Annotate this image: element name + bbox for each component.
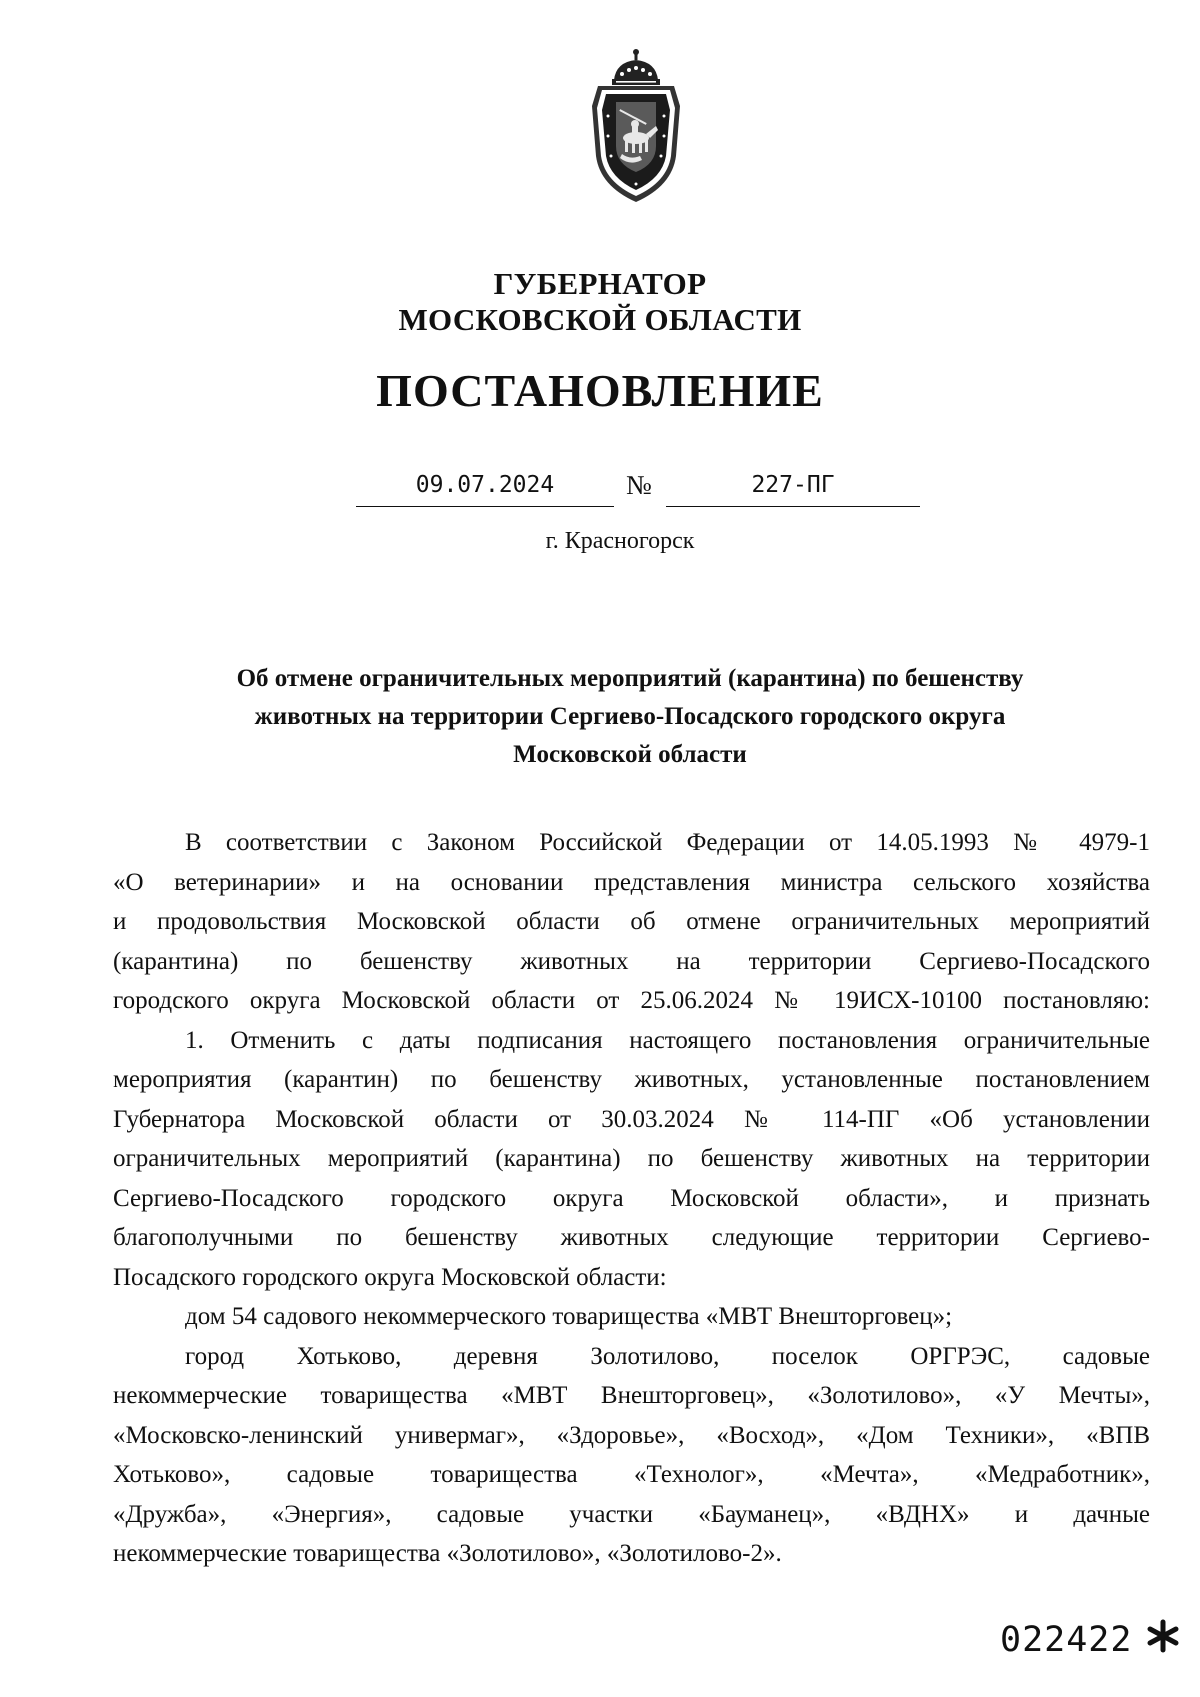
issuer-line-1: ГУБЕРНАТОР [493, 266, 707, 301]
body-line: и продовольствия Московской области об отмене ограничительных мероприятий [113, 908, 1150, 935]
body-line: город Хотьково, деревня Золотилово, поселок ОРГРЭС, садовые [185, 1342, 1150, 1370]
coat-of-arms-icon [578, 46, 694, 206]
title-line: Об отмене ограничительных мероприятий (карантина) по бешенству [236, 665, 1024, 692]
number-sign: № [626, 470, 652, 500]
body-line: некоммерческие товарищества «МВТ Внешторговец», «Золотилово», «У Мечты», [113, 1382, 1150, 1409]
body-line: «О ветеринарии» и на основании представления министра сельского хозяйства [113, 868, 1150, 896]
document-body [113, 823, 1150, 1574]
body-line: мероприятия (карантин) по бешенству животных, установленные постановлением [113, 1066, 1150, 1093]
body-line: Губернатора Московской области от 30.03.2024 № 114-ПГ «Об установлении [113, 1105, 1150, 1133]
issue-city: г. Красногорск [545, 528, 695, 554]
serial-number: 022422 [1000, 1620, 1133, 1660]
title-line: Московской области [513, 741, 747, 768]
title-line: животных на территории Сергиево-Посадского городского округа [254, 703, 1006, 730]
body-line: некоммерческие товарищества «Золотилово», «Золотилово-2». [113, 1540, 782, 1567]
body-line: городского округа Московской области от 25.06.2024 № 19ИСХ-10100 постановляю: [113, 987, 1150, 1014]
document-title [160, 660, 1100, 774]
body-line: благополучными по бешенству животных следующие территории Сергиево- [113, 1224, 1150, 1251]
issuer-line-2: МОСКОВСКОЙ ОБЛАСТИ [398, 302, 802, 337]
body-line: В соответствии с Законом Российской Федерации от 14.05.1993 № 4979-1 [185, 829, 1150, 856]
body-line: Посадского городского округа Московской области: [113, 1263, 667, 1291]
document-date: 09.07.2024 [356, 470, 614, 507]
body-line: дом 54 садового некоммерческого товарищества «МВТ Внешторговец»; [185, 1303, 953, 1330]
asterisk-icon [1145, 1618, 1181, 1654]
body-line: (карантина) по бешенству животных на территории Сергиево-Посадского [113, 947, 1150, 975]
body-line: «Московско-ленинский универмаг», «Здоровье», «Восход», «Дом Техники», «ВПВ [113, 1421, 1150, 1449]
body-line: «Дружба», «Энергия», садовые участки «Бауманец», «ВДНХ» и дачные [113, 1500, 1150, 1528]
body-line: Сергиево-Посадского городского округа Московской области», и признать [113, 1184, 1150, 1212]
body-line: 1. Отменить с даты подписания настоящего постановления ограничительные [185, 1026, 1150, 1054]
document-number: 227-ПГ [666, 470, 920, 507]
body-line: ограничительных мероприятий (карантина) по бешенству животных на территории [113, 1145, 1150, 1172]
body-line: Хотьково», садовые товарищества «Технолог», «Мечта», «Медработник», [113, 1461, 1150, 1488]
document-type-heading: ПОСТАНОВЛЕНИЕ [376, 365, 824, 416]
